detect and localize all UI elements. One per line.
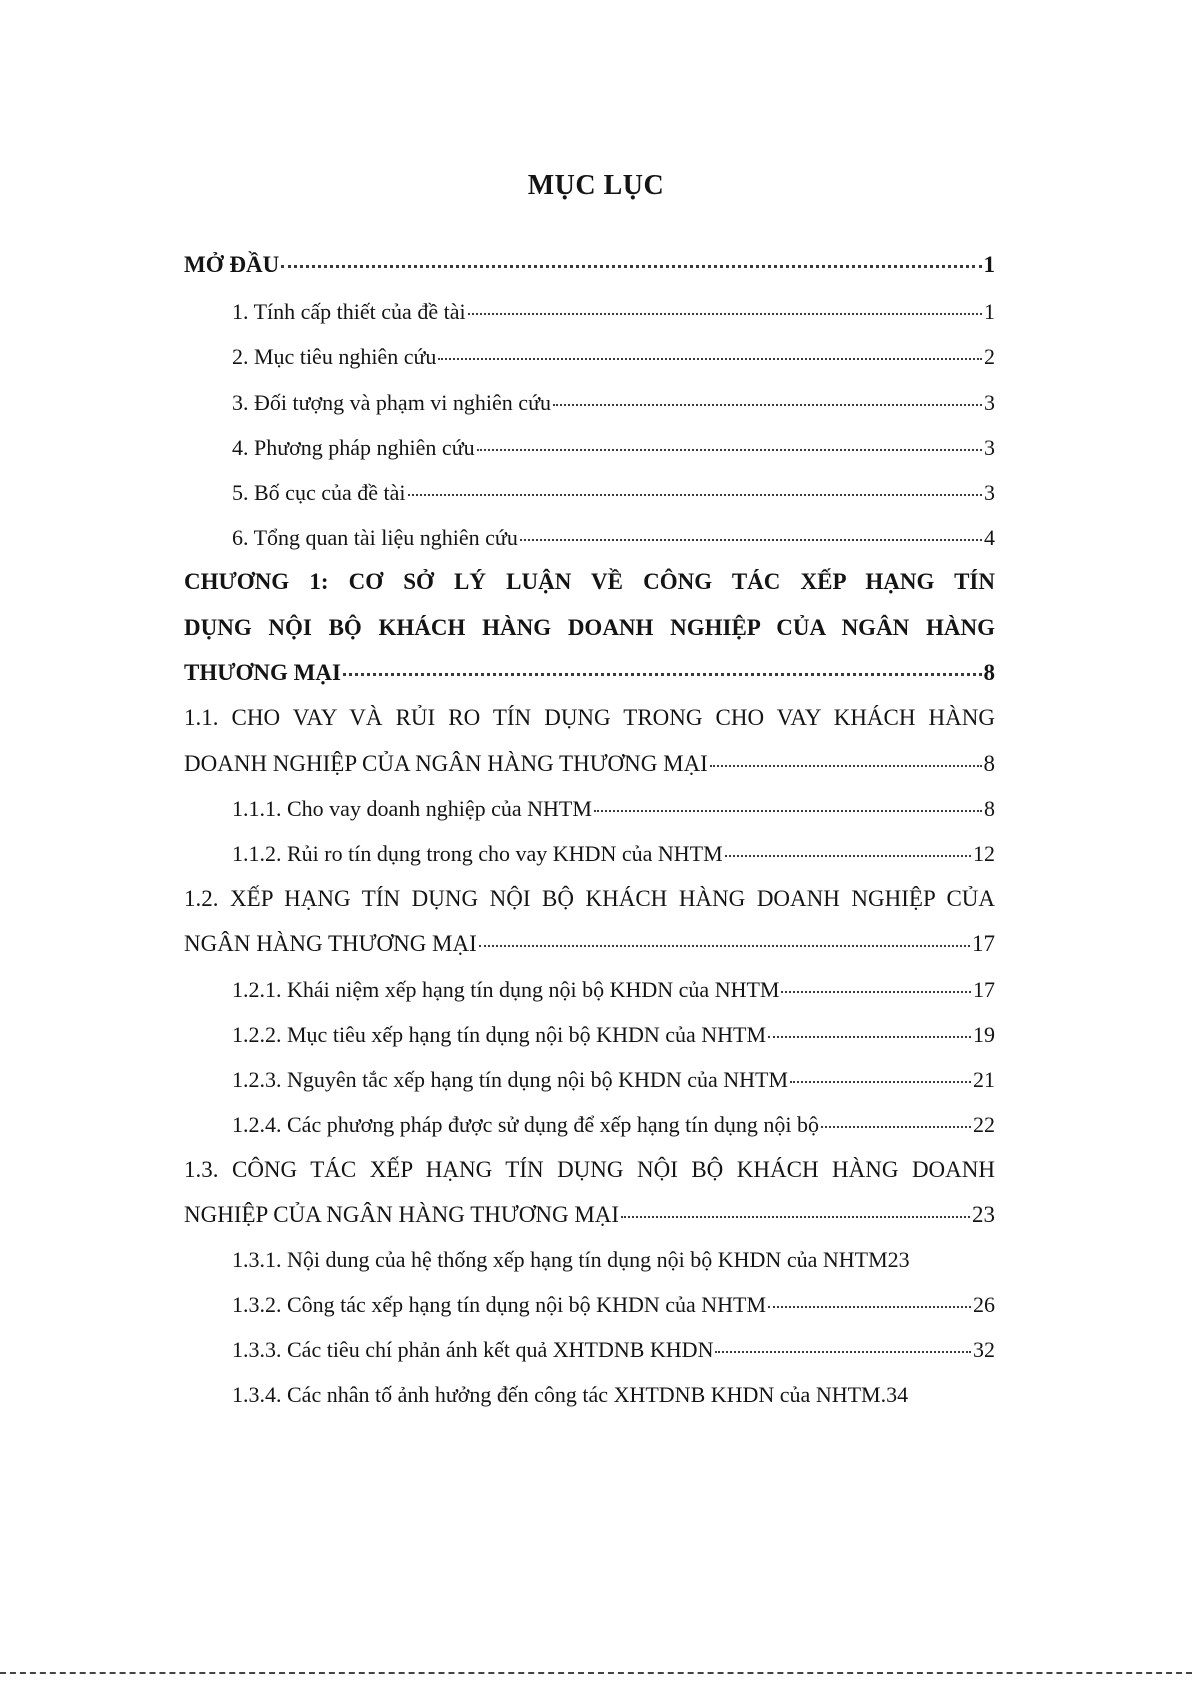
toc-chapter-1-line-3[interactable] xyxy=(184,660,995,686)
toc-entry-1-2-3[interactable] xyxy=(232,1067,995,1093)
toc-entry-label: 1.3.2. Công tác xếp hạng tín dụng nội bộ KHDN của NHTM xyxy=(232,1292,767,1317)
toc-entry-label: 1.3.3. Các tiêu chí phản ánh kết quả XHTDNB KHDN xyxy=(232,1337,714,1362)
toc-section-1-2-line-2[interactable] xyxy=(184,931,995,957)
toc-entry-1-2-2[interactable] xyxy=(232,1022,995,1048)
toc-entry-label: CHƯƠNG 1: CƠ SỞ LÝ LUẬN VỀ CÔNG TÁC XẾP HẠNG TÍN xyxy=(184,569,995,594)
toc-entry-label: 1.1.1. Cho vay doanh nghiệp của NHTM xyxy=(232,796,592,821)
toc-page-number: 8 xyxy=(984,796,995,821)
toc-entry-3[interactable] xyxy=(232,390,995,416)
toc-entry-2[interactable] xyxy=(232,344,995,370)
toc-entry-label: 2. Mục tiêu nghiên cứu xyxy=(232,344,437,369)
toc-page-number: 8 xyxy=(983,751,995,776)
toc-entry-label: 3. Đối tượng và phạm vi nghiên cứu xyxy=(232,390,551,415)
toc-section-1-3-line-1[interactable] xyxy=(184,1157,995,1183)
toc-page-number: 4 xyxy=(984,525,995,550)
dot-leader xyxy=(594,810,982,812)
toc-page-number: 1 xyxy=(984,299,995,324)
toc-entry-1-1-1[interactable] xyxy=(232,796,995,822)
toc-entry-label: 1.2.1. Khái niệm xếp hạng tín dụng nội bộ KHDN của NHTM xyxy=(232,977,780,1002)
toc-entry-label: 1.2.3. Nguyên tắc xếp hạng tín dụng nội bộ KHDN của NHTM xyxy=(232,1067,789,1092)
toc-page-number: 17 xyxy=(972,931,995,956)
page-bottom-divider xyxy=(0,1672,1192,1674)
toc-entry-label: 1.1. CHO VAY VÀ RỦI RO TÍN DỤNG TRONG CHO VAY KHÁCH HÀNG xyxy=(184,705,995,730)
toc-section-1-2-line-1[interactable] xyxy=(184,886,995,912)
dot-leader xyxy=(520,539,982,541)
toc-entry-4[interactable] xyxy=(232,435,995,461)
toc-entry-label: NGHIỆP CỦA NGÂN HÀNG THƯƠNG MẠI xyxy=(184,1202,620,1227)
toc-page-number: 19 xyxy=(973,1022,995,1047)
dot-leader xyxy=(710,765,982,767)
toc-page-number: 1 xyxy=(983,252,995,277)
page-title: MỤC LỤC xyxy=(527,170,665,201)
toc-entry-1[interactable] xyxy=(232,299,995,325)
toc-entry-1-2-1[interactable] xyxy=(232,977,995,1003)
dot-leader xyxy=(281,265,981,268)
toc-page-number: 3 xyxy=(984,435,995,460)
toc-entry-label: MỞ ĐẦU xyxy=(184,252,280,277)
toc-entry-label: 1.2. XẾP HẠNG TÍN DỤNG NỘI BỘ KHÁCH HÀNG DOANH NGHIỆP CỦA xyxy=(184,886,995,911)
toc-entry-1-1-2[interactable] xyxy=(232,841,995,867)
toc-entry-1-3-4[interactable] xyxy=(232,1382,995,1408)
toc-chapter-1-line-1[interactable] xyxy=(184,569,995,595)
dot-leader xyxy=(553,404,982,406)
toc-entry-label: 5. Bố cục của đề tài xyxy=(232,480,406,505)
toc-entry-label: 1.3. CÔNG TÁC XẾP HẠNG TÍN DỤNG NỘI BỘ KHÁCH HÀNG DOANH xyxy=(184,1157,995,1182)
toc-entry-mo-dau[interactable] xyxy=(184,252,995,278)
toc-chapter-1-line-2[interactable] xyxy=(184,615,995,641)
toc-page-number: 32 xyxy=(973,1337,995,1362)
toc-page-number: 3 xyxy=(984,480,995,505)
dot-leader xyxy=(477,449,982,451)
dot-leader xyxy=(725,855,971,857)
toc-page-number: 21 xyxy=(973,1067,995,1092)
toc-entry-1-3-2[interactable] xyxy=(232,1292,995,1318)
dot-leader xyxy=(408,494,983,496)
toc-entry-6[interactable] xyxy=(232,525,995,551)
dot-leader xyxy=(621,1216,970,1218)
toc-page-number: 23 xyxy=(972,1202,995,1227)
dot-leader xyxy=(781,991,971,993)
toc-entry-label: 1. Tính cấp thiết của đề tài xyxy=(232,299,466,324)
toc-entry-1-2-4[interactable] xyxy=(232,1112,995,1138)
toc-section-1-3-line-2[interactable] xyxy=(184,1202,995,1228)
toc-entry-label: 4. Phương pháp nghiên cứu xyxy=(232,435,475,460)
dot-leader xyxy=(790,1081,971,1083)
toc-page-number: 2 xyxy=(984,344,995,369)
toc-entry-1-3-3[interactable] xyxy=(232,1337,995,1363)
dot-leader xyxy=(768,1306,971,1308)
toc-entry-label: 1.1.2. Rủi ro tín dụng trong cho vay KHDN của NHTM xyxy=(232,841,723,866)
toc-entry-label: 1.3.4. Các nhân tố ảnh hưởng đến công tác XHTDNB KHDN của NHTM. xyxy=(232,1382,887,1407)
toc-page-number: 22 xyxy=(973,1112,995,1137)
dot-leader xyxy=(343,673,982,676)
dot-leader xyxy=(821,1126,971,1128)
toc-entry-label: 1.2.2. Mục tiêu xếp hạng tín dụng nội bộ KHDN của NHTM xyxy=(232,1022,767,1047)
toc-entry-label: 1.2.4. Các phương pháp được sử dụng để xếp hạng tín dụng nội bộ xyxy=(232,1112,819,1137)
toc-page-number: 17 xyxy=(973,977,995,1002)
dot-leader xyxy=(438,358,982,360)
toc-page-number: 8 xyxy=(983,660,995,685)
toc-section-1-1-line-1[interactable] xyxy=(184,705,995,731)
toc-page-number: 23 xyxy=(887,1247,910,1272)
toc-page-number: 12 xyxy=(973,841,995,866)
toc-entry-label: 6. Tổng quan tài liệu nghiên cứu xyxy=(232,525,518,550)
dot-leader xyxy=(479,945,970,947)
toc-entry-5[interactable] xyxy=(232,480,995,506)
dot-leader xyxy=(715,1351,971,1353)
toc-entry-1-3-1[interactable] xyxy=(232,1247,995,1273)
toc-entry-label: THƯƠNG MẠI xyxy=(184,660,341,685)
toc-entry-label: DỤNG NỘI BỘ KHÁCH HÀNG DOANH NGHIỆP CỦA NGÂN HÀNG xyxy=(184,615,995,640)
toc-page-number: 34 xyxy=(886,1382,909,1407)
toc-page-number: 26 xyxy=(973,1292,995,1317)
dot-leader xyxy=(468,313,982,315)
toc-entry-label: NGÂN HÀNG THƯƠNG MẠI xyxy=(184,931,477,956)
toc-entry-label: 1.3.1. Nội dung của hệ thống xếp hạng tín dụng nội bộ KHDN của NHTM xyxy=(232,1247,888,1272)
dot-leader xyxy=(768,1036,971,1038)
toc-page-number: 3 xyxy=(984,390,995,415)
toc-section-1-1-line-2[interactable] xyxy=(184,751,995,777)
toc-entry-label: DOANH NGHIỆP CỦA NGÂN HÀNG THƯƠNG MẠI xyxy=(184,751,708,776)
